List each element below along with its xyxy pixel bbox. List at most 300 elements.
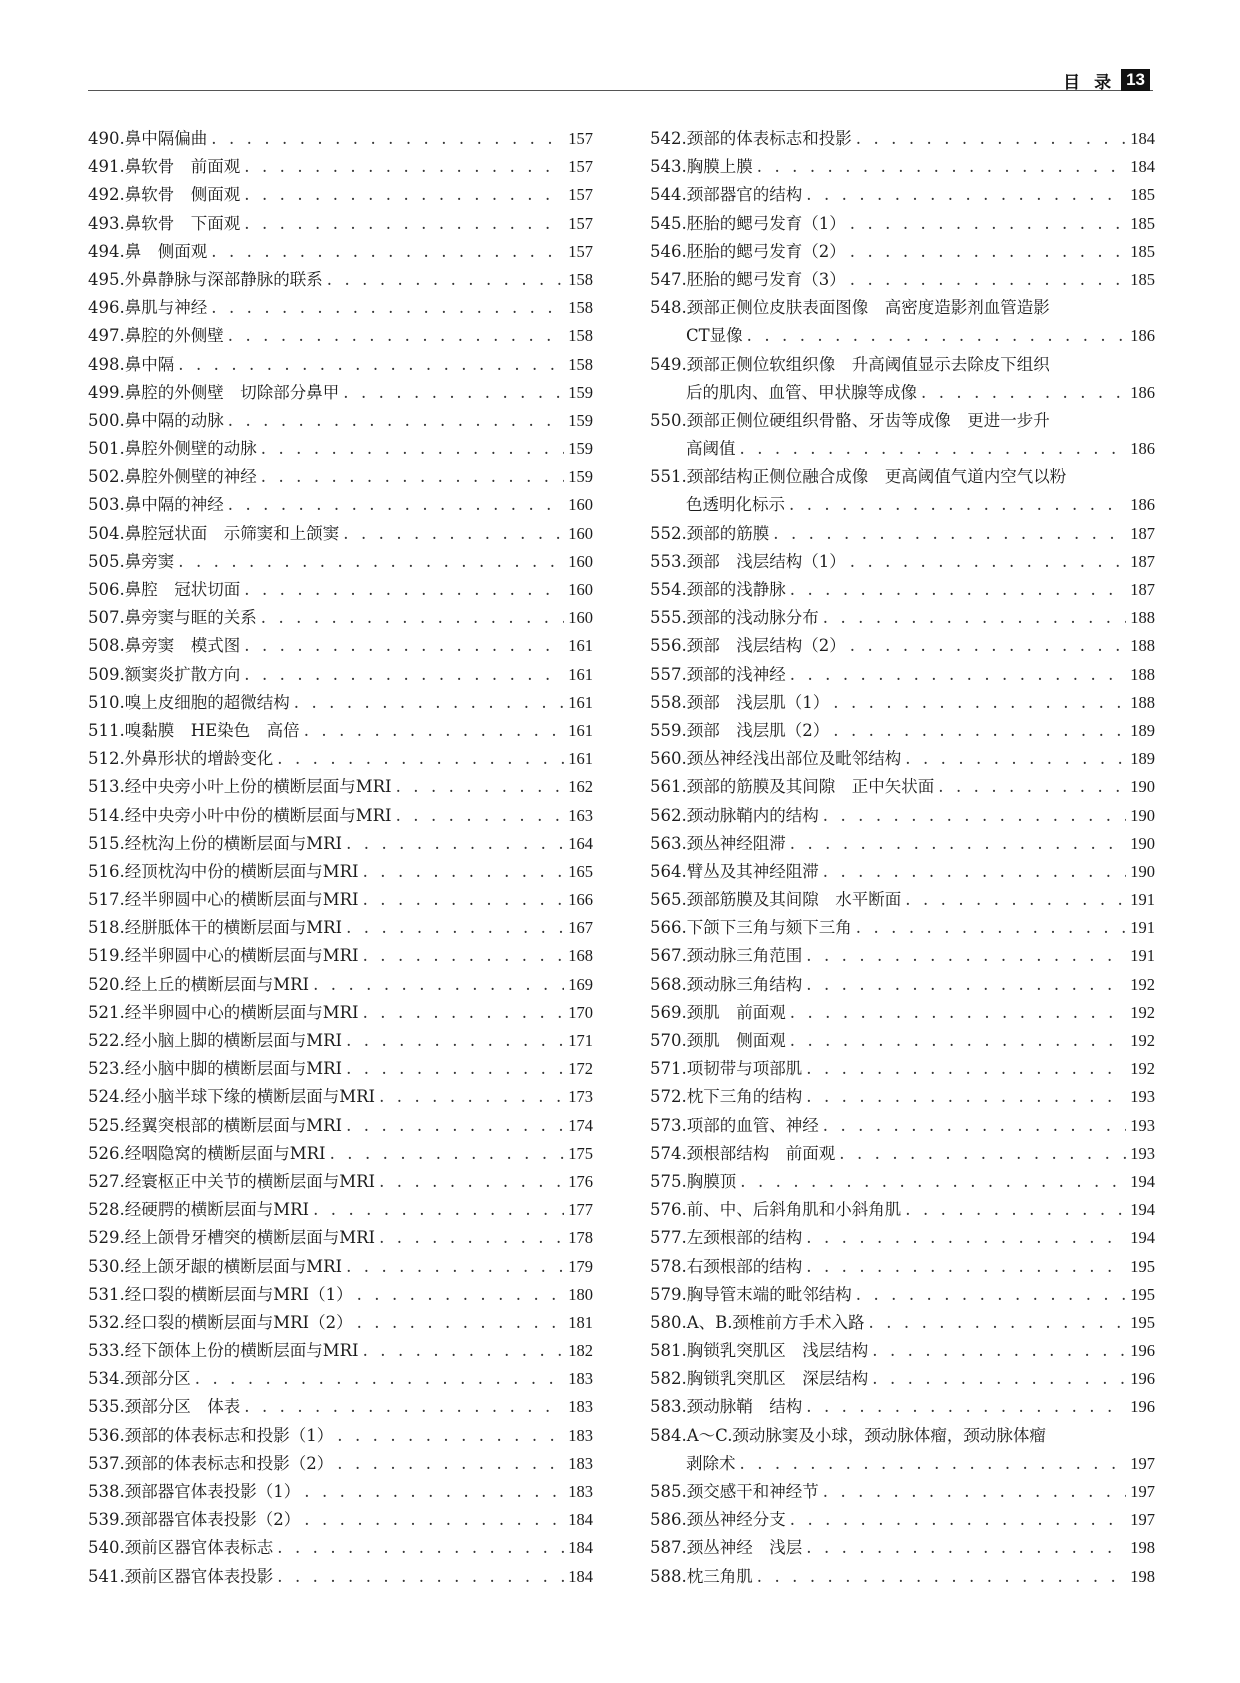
toc-entry-page: 170 — [568, 1002, 593, 1022]
toc-entry[interactable] — [650, 520, 1155, 548]
toc-entry[interactable] — [650, 1422, 1155, 1478]
toc-entry-title: 532.经口裂的横断层面与MRI（2） — [88, 1312, 353, 1332]
dot-leader — [850, 238, 1127, 266]
toc-entry[interactable] — [88, 802, 593, 830]
toc-entry[interactable] — [650, 294, 1155, 350]
toc-entry-page: 157 — [568, 213, 593, 233]
toc-entry-title: 512.外鼻形状的增龄变化 — [88, 749, 274, 769]
toc-entry-title: 496.鼻肌与神经 — [88, 298, 208, 318]
dot-leader — [261, 604, 565, 632]
toc-entry-page: 186 — [1130, 439, 1155, 459]
toc-entry[interactable] — [650, 1281, 1155, 1309]
toc-entry-page: 197 — [1130, 1453, 1155, 1473]
toc-entry-title: 513.经中央旁小叶上份的横断层面与MRI — [88, 777, 392, 797]
toc-entry-title-continued: CT显像 — [686, 326, 743, 346]
toc-entry-title: 524.经小脑半球下缘的横断层面与MRI — [88, 1087, 376, 1107]
dot-leader — [790, 576, 1127, 604]
dot-leader — [343, 379, 564, 407]
dot-leader — [244, 1393, 564, 1421]
toc-entry-page: 191 — [1130, 890, 1155, 910]
toc-entry[interactable] — [88, 1563, 593, 1591]
toc-entry-page: 185 — [1130, 185, 1155, 205]
toc-entry[interactable] — [650, 181, 1155, 209]
toc-entry[interactable] — [88, 322, 593, 350]
toc-entry-title: 527.经寰枢正中关节的横断层面与MRI — [88, 1171, 376, 1191]
toc-entry-title: 548.颈部正侧位皮肤表面图像 高密度造影剂血管造影 — [650, 298, 1050, 318]
dot-leader — [757, 153, 1127, 181]
dot-leader — [244, 661, 564, 689]
toc-entry-page: 161 — [568, 720, 593, 740]
toc-entry[interactable] — [88, 689, 593, 717]
toc-entry[interactable] — [88, 1196, 593, 1224]
dot-leader — [773, 520, 1126, 548]
toc-entry-title: 544.颈部器官的结构 — [650, 185, 803, 205]
toc-entry[interactable] — [650, 238, 1155, 266]
toc-entry[interactable] — [88, 1506, 593, 1534]
toc-entry-page: 157 — [568, 241, 593, 261]
toc-entry[interactable] — [88, 1422, 593, 1450]
toc-entry-title: 542.颈部的体表标志和投影 — [650, 129, 852, 148]
toc-entry-page: 158 — [568, 354, 593, 374]
dot-leader — [740, 1450, 1127, 1478]
toc-entry-title: 495.外鼻静脉与深部静脉的联系 — [88, 269, 323, 289]
toc-entry-page: 165 — [568, 861, 593, 881]
toc-entry[interactable] — [650, 351, 1155, 407]
toc-entry-title: 535.颈部分区 体表 — [88, 1397, 241, 1417]
toc-entry-page: 187 — [1130, 523, 1155, 543]
dot-leader — [244, 181, 564, 209]
toc-entry[interactable] — [650, 604, 1155, 632]
toc-entry[interactable] — [88, 238, 593, 266]
toc-entry-page: 189 — [1130, 720, 1155, 740]
toc-entry-page: 192 — [1130, 1002, 1155, 1022]
toc-entry-title: 578.右颈根部的结构 — [650, 1256, 803, 1276]
toc-entry-title: 516.经顶枕沟中份的横断层面与MRI — [88, 861, 359, 881]
dot-leader — [872, 1337, 1126, 1365]
dot-leader — [850, 632, 1127, 660]
dot-leader — [740, 435, 1127, 463]
dot-leader — [806, 1224, 1126, 1252]
dot-leader — [905, 1196, 1126, 1224]
toc-entry-title: 507.鼻旁窦与眶的关系 — [88, 608, 257, 628]
toc-entry-page: 159 — [568, 439, 593, 459]
toc-entry-title: 547.胚胎的鳃弓发育（3） — [650, 269, 846, 289]
dot-leader — [304, 1506, 564, 1534]
dot-leader — [823, 604, 1127, 632]
dot-leader — [211, 125, 564, 153]
toc-entry[interactable] — [88, 1450, 593, 1478]
dot-leader — [806, 1393, 1126, 1421]
toc-entry-title: 508.鼻旁窦 模式图 — [88, 636, 241, 656]
toc-entry[interactable] — [88, 971, 593, 999]
toc-entry-title: 526.经咽隐窝的横断层面与MRI — [88, 1143, 326, 1163]
toc-entry[interactable] — [88, 351, 593, 379]
toc-entry-title: 562.颈动脉鞘内的结构 — [650, 805, 819, 825]
toc-entry-title: 560.颈丛神经浅出部位及毗邻结构 — [650, 749, 902, 769]
toc-entry-title: 529.经上颌骨牙槽突的横断层面与MRI — [88, 1228, 376, 1248]
toc-entry-page: 160 — [568, 608, 593, 628]
toc-entry-page: 188 — [1130, 692, 1155, 712]
dot-leader — [346, 914, 564, 942]
toc-entry[interactable] — [650, 942, 1155, 970]
toc-entry[interactable] — [650, 210, 1155, 238]
toc-entry[interactable] — [88, 463, 593, 491]
toc-entry-page: 190 — [1130, 861, 1155, 881]
toc-entry-page: 197 — [1130, 1510, 1155, 1530]
toc-entry[interactable] — [650, 1196, 1155, 1224]
toc-entry-title: 563.颈丛神经阻滞 — [650, 833, 786, 853]
toc-entry[interactable] — [650, 153, 1155, 181]
toc-entry-title: 502.鼻腔外侧壁的神经 — [88, 467, 257, 487]
toc-entry[interactable] — [88, 604, 593, 632]
toc-entry-title: 565.颈部筋膜及其间隙 水平断面 — [650, 890, 902, 910]
toc-entry-page: 190 — [1130, 805, 1155, 825]
toc-entry[interactable] — [88, 1224, 593, 1252]
toc-entry[interactable] — [650, 1112, 1155, 1140]
toc-entry[interactable] — [88, 1083, 593, 1111]
toc-entry[interactable] — [88, 745, 593, 773]
toc-entry[interactable] — [650, 971, 1155, 999]
toc-entry[interactable] — [650, 1253, 1155, 1281]
header-rule — [88, 90, 1153, 91]
toc-entry[interactable] — [88, 1055, 593, 1083]
toc-entry-page: 182 — [568, 1341, 593, 1361]
toc-entry[interactable] — [650, 773, 1155, 801]
dot-leader — [228, 322, 565, 350]
toc-entry[interactable] — [650, 1083, 1155, 1111]
toc-entry[interactable] — [650, 689, 1155, 717]
toc-entry-title: 557.颈部的浅神经 — [650, 664, 786, 684]
toc-entry-title: 492.鼻软骨 侧面观 — [88, 185, 241, 205]
toc-entry[interactable] — [88, 576, 593, 604]
toc-entry[interactable] — [88, 520, 593, 548]
toc-entry[interactable] — [88, 266, 593, 294]
toc-entry-title: 498.鼻中隔 — [88, 354, 175, 374]
toc-entry[interactable] — [650, 632, 1155, 660]
toc-entry[interactable] — [88, 773, 593, 801]
toc-entry[interactable] — [88, 858, 593, 886]
toc-entry-page: 160 — [568, 551, 593, 571]
toc-entry[interactable] — [650, 1478, 1155, 1506]
dot-leader — [806, 1055, 1126, 1083]
toc-entry[interactable] — [650, 576, 1155, 604]
toc-entry[interactable] — [650, 886, 1155, 914]
toc-entry-title: 493.鼻软骨 下面观 — [88, 213, 241, 233]
dot-leader — [244, 576, 564, 604]
toc-entry-page: 198 — [1130, 1566, 1155, 1586]
toc-entry[interactable] — [650, 266, 1155, 294]
toc-entry-title: 569.颈肌 前面观 — [650, 1002, 786, 1022]
toc-entry[interactable] — [88, 1168, 593, 1196]
toc-entry-title: 521.经半卵圆中心的横断层面与MRI — [88, 1002, 359, 1022]
toc-entry-page: 177 — [568, 1200, 593, 1220]
toc-entry[interactable] — [650, 1393, 1155, 1421]
dot-leader — [869, 1309, 1127, 1337]
toc-entry[interactable] — [88, 914, 593, 942]
toc-entry-title: 559.颈部 浅层肌（2） — [650, 720, 830, 740]
toc-entry[interactable] — [88, 181, 593, 209]
toc-entry-page: 161 — [568, 664, 593, 684]
toc-entry-title: 545.胚胎的鳃弓发育（1） — [650, 213, 846, 233]
toc-entry-title: 582.胸锁乳突肌区 深层结构 — [650, 1369, 869, 1389]
toc-entry-title: 570.颈肌 侧面观 — [650, 1031, 786, 1050]
dot-leader — [856, 914, 1127, 942]
dot-leader — [850, 266, 1127, 294]
toc-entry-title: 519.经半卵圆中心的横断层面与MRI — [88, 946, 359, 966]
dot-leader — [757, 1563, 1127, 1591]
toc-entry[interactable] — [88, 1309, 593, 1337]
toc-entry-page: 191 — [1130, 918, 1155, 938]
toc-entry-page: 188 — [1130, 608, 1155, 628]
toc-entry-title: 584.A～C.颈动脉窦及小球，颈动脉体瘤，颈动脉体瘤 — [650, 1425, 1046, 1445]
toc-entry-page: 171 — [568, 1031, 593, 1050]
toc-entry[interactable] — [88, 1365, 593, 1393]
toc-entry-page: 187 — [1130, 580, 1155, 599]
toc-entry-title: 580.A、B.颈椎前方手术入路 — [650, 1312, 865, 1332]
toc-entry-title: 585.颈交感干和神经节 — [650, 1482, 819, 1501]
toc-entry-title: 510.嗅上皮细胞的超微结构 — [88, 692, 290, 712]
toc-entry-page: 181 — [568, 1312, 593, 1332]
toc-entry-title: 517.经半卵圆中心的横断层面与MRI — [88, 890, 359, 910]
dot-leader — [327, 266, 565, 294]
toc-entry-page: 167 — [568, 918, 593, 938]
toc-entry[interactable] — [650, 914, 1155, 942]
dot-leader — [396, 773, 565, 801]
toc-entry[interactable] — [650, 717, 1155, 745]
dot-leader — [850, 548, 1127, 576]
toc-entry[interactable] — [650, 1337, 1155, 1365]
toc-entry-title: 572.枕下三角的结构 — [650, 1087, 803, 1107]
toc-entry-title: 500.鼻中隔的动脉 — [88, 410, 224, 430]
toc-entry-page: 184 — [568, 1510, 593, 1530]
dot-leader — [330, 1140, 565, 1168]
toc-entry-title: 550.颈部正侧位硬组织骨骼、牙齿等成像 更进一步升 — [650, 410, 1050, 430]
toc-entry-title: 571.项韧带与项部肌 — [650, 1059, 803, 1079]
toc-entry[interactable] — [88, 379, 593, 407]
dot-leader — [379, 1224, 564, 1252]
dot-leader — [178, 548, 564, 576]
toc-entry-title-continued: 色透明化标示 — [686, 495, 785, 515]
toc-entry-title: 501.鼻腔外侧壁的动脉 — [88, 439, 257, 459]
dot-leader — [346, 1027, 564, 1055]
toc-entry[interactable] — [88, 632, 593, 660]
toc-entry[interactable] — [88, 125, 593, 153]
toc-entry-page: 191 — [1130, 946, 1155, 966]
toc-entry-page: 184 — [568, 1538, 593, 1558]
toc-entry-title: 503.鼻中隔的神经 — [88, 495, 224, 515]
dot-leader — [228, 491, 565, 519]
toc-entry[interactable] — [88, 1112, 593, 1140]
dot-leader — [850, 210, 1127, 238]
toc-entry[interactable] — [650, 1027, 1155, 1055]
toc-entry-page: 184 — [1130, 157, 1155, 177]
toc-entry[interactable] — [88, 999, 593, 1027]
toc-entry-page: 185 — [1130, 213, 1155, 233]
dot-leader — [363, 858, 565, 886]
toc-entry-page: 196 — [1130, 1341, 1155, 1361]
dot-leader — [195, 1365, 565, 1393]
toc-entry[interactable] — [88, 491, 593, 519]
toc-entry[interactable] — [88, 294, 593, 322]
toc-entry[interactable] — [88, 1337, 593, 1365]
toc-entry-title: 505.鼻旁窦 — [88, 551, 175, 571]
dot-leader — [789, 491, 1126, 519]
toc-entry-page: 198 — [1130, 1538, 1155, 1558]
toc-entry[interactable] — [88, 1393, 593, 1421]
toc-entry-title: 497.鼻腔的外侧壁 — [88, 326, 224, 346]
dot-leader — [294, 689, 565, 717]
toc-entry-page: 184 — [568, 1566, 593, 1586]
toc-entry-page: 193 — [1130, 1087, 1155, 1107]
toc-entry[interactable] — [88, 1478, 593, 1506]
toc-entry-title: 555.颈部的浅动脉分布 — [650, 608, 819, 628]
toc-entry-page: 185 — [1130, 241, 1155, 261]
toc-entry[interactable] — [88, 1281, 593, 1309]
dot-leader — [856, 125, 1127, 153]
toc-entry-title: 574.颈根部结构 前面观 — [650, 1143, 836, 1163]
toc-entry[interactable] — [650, 548, 1155, 576]
toc-entry-page: 168 — [568, 946, 593, 966]
dot-leader — [806, 942, 1126, 970]
toc-entry-title: 575.胸膜顶 — [650, 1171, 737, 1191]
dot-leader — [346, 1055, 564, 1083]
toc-entry-page: 160 — [568, 495, 593, 515]
toc-entry[interactable] — [88, 1140, 593, 1168]
toc-entry-page: 158 — [568, 298, 593, 318]
dot-leader — [346, 830, 564, 858]
toc-entry-page: 157 — [568, 129, 593, 148]
header-title: 目 录 — [1063, 72, 1116, 93]
toc-entry[interactable] — [88, 717, 593, 745]
toc-entry-page: 183 — [568, 1397, 593, 1417]
toc-entry-page: 185 — [1130, 269, 1155, 289]
toc-entry-title: 553.颈部 浅层结构（1） — [650, 551, 846, 571]
dot-leader — [313, 1196, 564, 1224]
toc-entry-title: 504.鼻腔冠状面 示筛窦和上颌窦 — [88, 523, 340, 543]
dot-leader — [211, 294, 564, 322]
toc-entry-page: 193 — [1130, 1115, 1155, 1135]
dot-leader — [346, 1253, 564, 1281]
toc-entry[interactable] — [650, 830, 1155, 858]
toc-entry-title: 530.经上颌牙龈的横断层面与MRI — [88, 1256, 343, 1276]
dot-leader — [833, 717, 1126, 745]
dot-leader — [277, 1563, 564, 1591]
toc-entry[interactable] — [650, 1140, 1155, 1168]
toc-entry-page: 183 — [568, 1425, 593, 1445]
toc-entry[interactable] — [650, 1168, 1155, 1196]
dot-leader — [806, 1083, 1126, 1111]
toc-entry[interactable] — [650, 1309, 1155, 1337]
toc-entry[interactable] — [88, 407, 593, 435]
toc-entry-title: 511.嗅黏膜 HE染色 高倍 — [88, 720, 300, 740]
toc-entry[interactable] — [650, 858, 1155, 886]
toc-entry[interactable] — [88, 210, 593, 238]
dot-leader — [823, 802, 1127, 830]
toc-entry[interactable] — [88, 1253, 593, 1281]
toc-entry-page: 186 — [1130, 495, 1155, 515]
toc-entry[interactable] — [650, 463, 1155, 519]
toc-entry-page: 196 — [1130, 1369, 1155, 1389]
dot-leader — [790, 830, 1127, 858]
toc-entry[interactable] — [650, 407, 1155, 463]
toc-entry-title: 506.鼻腔 冠状切面 — [88, 580, 241, 599]
toc-entry[interactable] — [88, 661, 593, 689]
toc-entry-page: 188 — [1130, 636, 1155, 656]
toc-entry[interactable] — [650, 1506, 1155, 1534]
toc-entry[interactable] — [650, 661, 1155, 689]
toc-entry[interactable] — [88, 1534, 593, 1562]
toc-entry-page: 195 — [1130, 1256, 1155, 1276]
toc-entry[interactable] — [650, 1563, 1155, 1591]
toc-entry-title: 525.经翼突根部的横断层面与MRI — [88, 1115, 343, 1135]
toc-entry-page: 160 — [568, 580, 593, 599]
toc-entry-title: 577.左颈根部的结构 — [650, 1228, 803, 1248]
toc-entry[interactable] — [650, 1365, 1155, 1393]
toc-entry-title: 587.颈丛神经 浅层 — [650, 1538, 803, 1558]
toc-entry-title: 515.经枕沟上份的横断层面与MRI — [88, 833, 343, 853]
toc-entry-title: 499.鼻腔的外侧壁 切除部分鼻甲 — [88, 382, 340, 402]
toc-column-left — [88, 125, 593, 1591]
toc-entry-page: 157 — [568, 185, 593, 205]
toc-entry-page: 192 — [1130, 974, 1155, 994]
toc-entry[interactable] — [650, 999, 1155, 1027]
toc-entry[interactable] — [650, 745, 1155, 773]
toc-entry-page: 175 — [568, 1143, 593, 1163]
toc-entry-page: 169 — [568, 974, 593, 994]
toc-entry-title: 552.颈部的筋膜 — [650, 523, 770, 543]
dot-leader — [823, 1478, 1127, 1506]
toc-entry-page: 186 — [1130, 326, 1155, 346]
dot-leader — [740, 1168, 1126, 1196]
dot-leader — [790, 1506, 1127, 1534]
dot-leader — [823, 858, 1127, 886]
dot-leader — [277, 745, 564, 773]
toc-entry-page: 158 — [568, 326, 593, 346]
toc-entry[interactable] — [650, 1055, 1155, 1083]
toc-entry-title: 490.鼻中隔偏曲 — [88, 129, 208, 148]
toc-entry-page: 183 — [568, 1369, 593, 1389]
toc-entry[interactable] — [650, 1224, 1155, 1252]
toc-entry[interactable] — [88, 942, 593, 970]
toc-entry[interactable] — [88, 1027, 593, 1055]
toc-entry-page: 197 — [1130, 1482, 1155, 1501]
toc-entry-page: 195 — [1130, 1284, 1155, 1304]
toc-entry-page: 183 — [568, 1453, 593, 1473]
toc-entry-title: 556.颈部 浅层结构（2） — [650, 636, 846, 656]
toc-entry-title: 538.颈部器官体表投影（1） — [88, 1482, 301, 1501]
dot-leader — [357, 1281, 565, 1309]
toc-entry[interactable] — [88, 435, 593, 463]
toc-entry-page: 194 — [1130, 1200, 1155, 1220]
toc-entry[interactable] — [650, 802, 1155, 830]
dot-leader — [806, 1534, 1126, 1562]
toc-entry[interactable] — [88, 153, 593, 181]
toc-entry[interactable] — [88, 886, 593, 914]
toc-entry[interactable] — [650, 1534, 1155, 1562]
dot-leader — [396, 802, 565, 830]
toc-entry-page: 189 — [1130, 749, 1155, 769]
toc-entry-page: 159 — [568, 410, 593, 430]
dot-leader — [304, 1478, 564, 1506]
toc-entry[interactable] — [88, 830, 593, 858]
toc-entry-page: 195 — [1130, 1312, 1155, 1332]
toc-entry[interactable] — [650, 125, 1155, 153]
toc-entry-page: 193 — [1130, 1143, 1155, 1163]
dot-leader — [363, 942, 565, 970]
dot-leader — [244, 632, 564, 660]
toc-entry-title: 564.臂丛及其神经阻滞 — [650, 861, 819, 881]
toc-entry[interactable] — [88, 548, 593, 576]
